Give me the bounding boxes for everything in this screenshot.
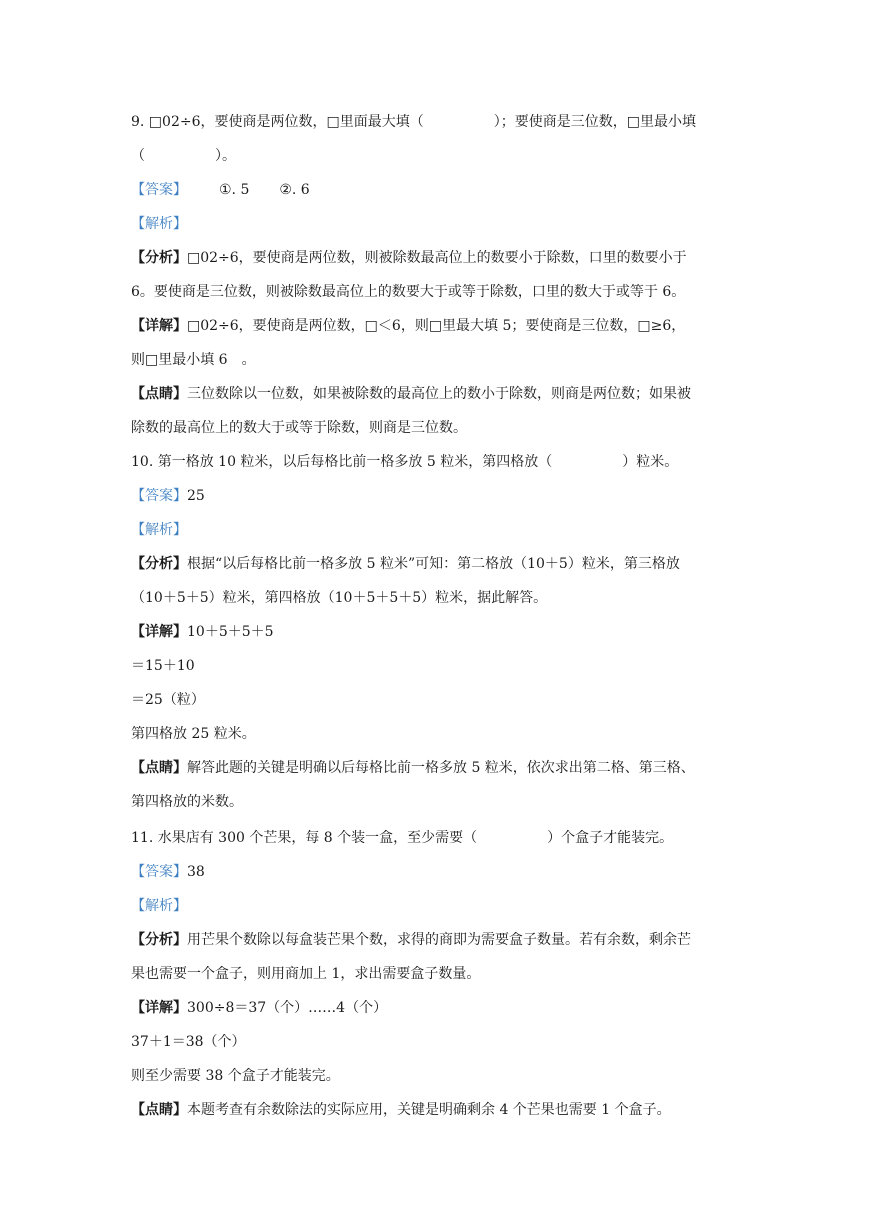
dianjing-tag: 【点睛】	[131, 760, 187, 776]
q9-answer	[131, 178, 739, 202]
q10-calc-line-1: ＝15＋10	[131, 658, 195, 674]
q9-fenxi-line-1	[131, 246, 739, 270]
q11-dianjing-line-1	[131, 1098, 739, 1122]
fenxi-tag: 【分析】	[131, 250, 187, 266]
q9-dianjing-line-2: 除数的最高位上的数大于或等于除数，则商是三位数。	[131, 420, 467, 436]
q10-dianjing-line-2: 第四格放的米数。	[131, 794, 243, 810]
q10-answer	[131, 484, 739, 508]
q11-dianjing-text-1: 本题考查有余数除法的实际应用，关键是明确剩余 4 个芒果也需要 1 个盒子。	[187, 1102, 671, 1118]
q11-fenxi-text-1: 用芒果个数除以每盒装芒果个数，求得的商即为需要盒子数量。若有余数，剩余芒	[187, 932, 691, 948]
q9-fenxi-line-2: 6。要使商是三位数，则被除数最高位上的数要大于或等于除数，口里的数大于或等于 6。	[131, 284, 686, 300]
q11-answer-value: 38	[187, 864, 205, 880]
q10-conclusion: 第四格放 25 粒米。	[131, 726, 256, 742]
dianjing-tag: 【点睛】	[131, 386, 187, 402]
q11-xiangjie-line-1	[131, 996, 739, 1020]
q11-question-line: 11. 水果店有 300 个芒果，每 8 个装一盒，至少需要（ ）个盒子才能装完。	[131, 830, 674, 846]
answer-tag: 【答案】	[131, 182, 187, 198]
q9-answer-1: ①. 5	[219, 182, 250, 198]
fenxi-tag: 【分析】	[131, 932, 187, 948]
q11-jiexi-label: 【解析】	[131, 898, 187, 914]
q9-fenxi-text-1: □02÷6，要使商是两位数，则被除数最高位上的数要小于除数，口里的数要小于	[187, 250, 687, 266]
xiangjie-tag: 【详解】	[131, 318, 187, 334]
q9-jiexi-label: 【解析】	[131, 216, 187, 232]
fenxi-tag: 【分析】	[131, 556, 187, 572]
answer-tag: 【答案】	[131, 864, 187, 880]
q10-dianjing-line-1	[131, 756, 739, 780]
answer-tag: 【答案】	[131, 488, 187, 504]
q10-question-line: 10. 第一格放 10 粒米，以后每格比前一格多放 5 粒米，第四格放（ ）粒米。	[131, 454, 679, 470]
q9-dianjing-line-1	[131, 382, 739, 406]
xiangjie-tag: 【详解】	[131, 1000, 187, 1016]
q10-fenxi-line-2: （10＋5＋5）粒米，第四格放（10＋5＋5＋5）粒米，据此解答。	[131, 590, 548, 606]
q10-jiexi-label: 【解析】	[131, 522, 187, 538]
q11-xiangjie-text-1: 300÷8＝37（个）……4（个）	[187, 1000, 388, 1016]
q10-answer-value: 25	[187, 488, 205, 504]
q9-xiangjie-text-1: □02÷6，要使商是两位数，□＜6，则□里最大填 5；要使商是三位数，□≥6，	[187, 318, 686, 334]
q9-question-line-2: （ ）。	[131, 148, 236, 164]
q9-answer-2: ②. 6	[279, 182, 310, 198]
q10-dianjing-text-1: 解答此题的关键是明确以后每格比前一格多放 5 粒米，依次求出第二格、第三格、	[187, 760, 695, 776]
q9-xiangjie-line-2: 则□里最小填 6 。	[131, 352, 256, 368]
q11-answer	[131, 860, 739, 884]
q10-xiangjie-text-1: 10＋5＋5＋5	[187, 624, 274, 640]
q11-conclusion: 则至少需要 38 个盒子才能装完。	[131, 1068, 340, 1084]
q10-fenxi-line-1	[131, 552, 739, 576]
q11-calc-line-1: 37＋1＝38（个）	[131, 1034, 246, 1050]
dianjing-tag: 【点睛】	[131, 1102, 187, 1118]
xiangjie-tag: 【详解】	[131, 624, 187, 640]
q9-question-line-1: 9. □02÷6，要使商是两位数，□里面最大填（ ）；要使商是三位数，□里最小填	[131, 114, 696, 130]
q9-dianjing-text-1: 三位数除以一位数，如果被除数的最高位上的数小于除数，则商是两位数；如果被	[187, 386, 691, 402]
q9-xiangjie-line-1	[131, 314, 739, 338]
q10-xiangjie-line-1	[131, 620, 739, 644]
q10-calc-line-2: ＝25（粒）	[131, 692, 205, 708]
q10-fenxi-text-1: 根据“以后每格比前一格多放 5 粒米”可知：第二格放（10＋5）粒米，第三格放	[187, 556, 680, 572]
q11-fenxi-line-2: 果也需要一个盒子，则用商加上 1，求出需要盒子数量。	[131, 966, 481, 982]
q11-fenxi-line-1	[131, 928, 739, 952]
